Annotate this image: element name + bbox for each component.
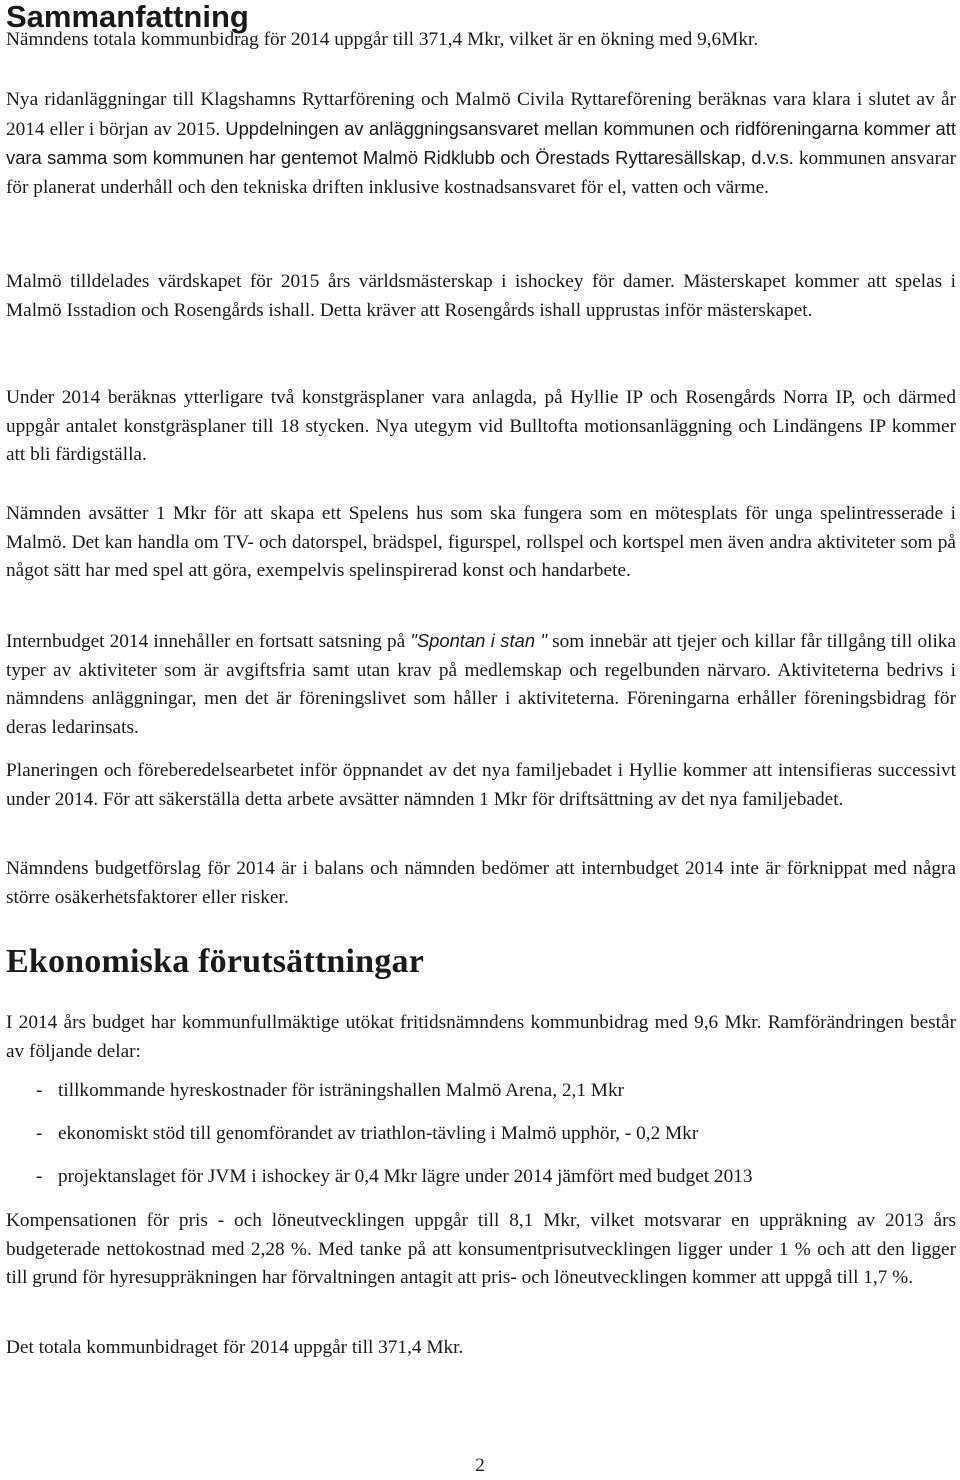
frame-changes-list xyxy=(36,1077,956,1206)
paragraph-riding-facilities-intro: Nya ridanläggningar till Klagshamns Ryttarförening och Malmö Civila Ryttareförening beräknas vara klara i slutet av år 2014 eller i början av 2015. xyxy=(6,89,956,140)
paragraph-games-house: Nämnden avsätter 1 Mkr för att skapa ett Spelens hus som ska fungera som en mötesplats för unga spelintresserade i Malmö. Det kan handla om TV- och datorspel, brädspel, figurspel, rollspel och kortspel men även andra aktiviteter som på något sätt har med spel att göra, exempelvis spelinspirerad konst och handarbete. xyxy=(6,503,956,581)
paragraph-budget-balance: Nämndens budgetförslag för 2014 är i balans och nämnden bedömer att internbudget 2014 inte är förknippat med några större osäkerhetsfaktorer eller risker. xyxy=(6,858,956,908)
paragraph-riding-facilities-responsibility: Uppdelningen av anläggningsansvaret mellan kommunen och ridföreningarna kommer att vara samma som kommunen har gentemot Malmö Ridklubb och Örestads Ryttaresällskap, d.v.s. xyxy=(6,117,957,168)
paragraph-total-contribution: Nämndens totala kommunbidrag för 2014 uppgår till 371,4 Mkr, vilket är en ökning med 9,6Mkr. xyxy=(6,29,759,50)
spontan-i-stan-name: "Spontan i stan " xyxy=(410,630,548,651)
list-item-text: projektanslaget för JVM i ishockey är 0,4 Mkr lägre under 2014 jämfört med budget 2013 xyxy=(58,1166,753,1187)
paragraph-riding-facilities xyxy=(6,86,956,202)
list-dash: - xyxy=(36,1080,43,1101)
paragraph-spontan-intro: Internbudget 2014 innehåller en fortsatt satsning på xyxy=(6,631,411,652)
paragraph-spontan-body: som innebär att tjejer och killar får tillgång till olika typer av aktiviteter som är avgiftsfria samt utan krav på medlemskap och regelbunden närvaro. Aktiviteterna bedrivs i nämndens anläggningar, men det är föreningslivet som håller i aktiviteterna. Föreningarna erhåller föreningsbidrag för deras ledarinsats. xyxy=(6,631,957,738)
paragraph-family-bath: Planeringen och föreberedelsearbetet inför öppnandet av det nya familjebadet i Hyllie kommer att intensifieras successivt under 2014. För att säkerställa detta arbete avsätter nämnden 1 Mkr för driftsättning av det nya familjebadet. xyxy=(6,760,956,810)
paragraph-artificial-turf: Under 2014 beräknas ytterligare två konstgräsplaner vara anlagda, på Hyllie IP och Rosengårds Norra IP, och därmed uppgår antalet konstgräsplaner till 18 stycken. Nya utegym vid Bulltofta motionsanläggning och Lindängens IP kommer att bli färdigställa. xyxy=(6,387,956,465)
list-item xyxy=(36,1163,956,1206)
heading-economic-conditions: Ekonomiska förutsättningar xyxy=(6,943,424,980)
paragraph-total-municipal-contribution: Det totala kommunbidraget för 2014 uppgår till 371,4 Mkr. xyxy=(6,1337,464,1358)
list-item xyxy=(36,1120,956,1163)
list-item xyxy=(36,1077,956,1120)
paragraph-riding-facilities-maintenance: kommunen ansvarar för planerat underhåll och den tekniska driften inklusive kostnadsansvaret för el, vatten och värme. xyxy=(6,148,956,198)
paragraph-ice-hockey-championship: Malmö tilldelades värdskapet för 2015 års världsmästerskap i ishockey för damer. Mästerskapet kommer att spelas i Malmö Isstadion och Rosengårds ishall. Detta kräver att Rosengårds ishall upprustas inför mästerskapet. xyxy=(6,271,956,321)
paragraph-budget-increase: I 2014 års budget har kommunfullmäktige utökat fritidsnämndens kommunbidrag med 9,6 Mkr. Ramförändringen består av följande delar: xyxy=(6,1012,956,1062)
paragraph-price-compensation: Kompensationen för pris - och löneutvecklingen uppgår till 8,1 Mkr, vilket motsvarar en uppräkning av 2013 års budgeterade nettokostnad med 2,28 %. Med tanke på att konsumentprisutvecklingen ligger under 1 % och att den ligger till grund för hyresuppräkningen har förvaltningen antagit att pris- och löneutvecklingen kommer att uppgå till 1,7 %. xyxy=(6,1210,956,1288)
list-dash: - xyxy=(36,1166,43,1187)
heading-summary: Sammanfattning xyxy=(6,0,249,34)
paragraph-spontan-i-stan xyxy=(6,627,956,742)
list-dash: - xyxy=(36,1123,43,1144)
page-number: 2 xyxy=(475,1455,485,1476)
list-item-text: tillkommande hyreskostnader för isträningshallen Malmö Arena, 2,1 Mkr xyxy=(58,1080,625,1101)
list-item-text: ekonomiskt stöd till genomförandet av triathlon-tävling i Malmö upphör, - 0,2 Mkr xyxy=(58,1123,699,1144)
